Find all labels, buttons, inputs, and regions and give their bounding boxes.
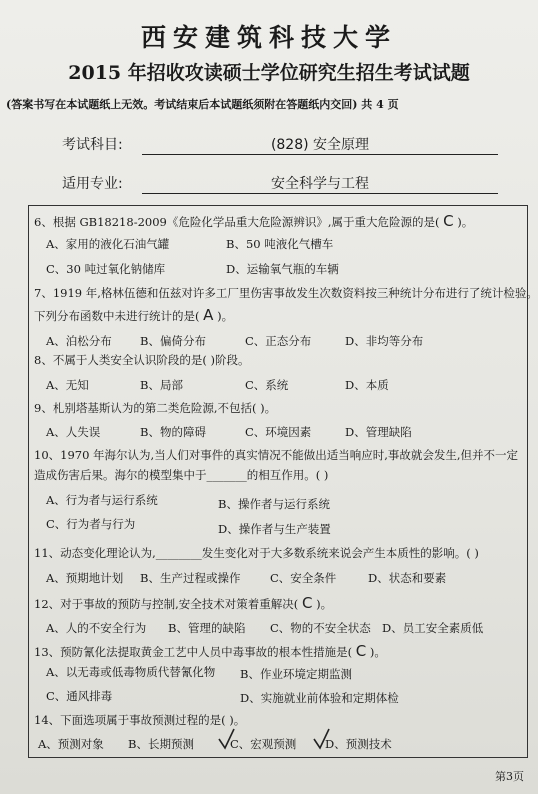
question-13 — [34, 642, 386, 660]
question-12-option-a: A、人的不安全行为 — [46, 621, 147, 635]
question-9-option-b: B、物的障碍 — [140, 425, 206, 439]
question-12-option-d: D、员工安全素质低 — [382, 621, 484, 635]
question-14-option-b: B、长期预测 — [128, 737, 194, 751]
question-7-option-d: D、非均等分布 — [345, 334, 424, 348]
question-13-tail: )。 — [369, 645, 386, 659]
question-7-answer: A — [203, 306, 214, 324]
major-row — [62, 173, 369, 193]
question-8: 8、不属于人类安全认识阶段的是( )阶段。 — [34, 353, 250, 367]
question-14-option-c: C、宏观预测 — [230, 737, 297, 751]
subject-row — [62, 134, 370, 154]
question-12-option-b: B、管理的缺陷 — [168, 621, 246, 635]
question-12 — [34, 594, 332, 612]
question-13-option-a: A、以无毒或低毒物质代替氰化物 — [46, 665, 216, 679]
question-8-option-d: D、本质 — [345, 378, 389, 392]
total-pages: 共 4 页 — [361, 98, 399, 111]
page-number: 第3页 — [495, 770, 524, 783]
question-13-option-c: C、通风排毒 — [46, 689, 113, 703]
question-11-option-b: B、生产过程或操作 — [140, 571, 241, 585]
question-10-line2: 造成伤害后果。海尔的模型集中于_______的相互作用。( ) — [34, 468, 329, 482]
question-13-answer: C — [355, 642, 367, 660]
question-11: 11、动态变化理论认为,________发生变化对于大多数系统来说会产生本质性的影响。( ) — [34, 546, 479, 560]
question-14-option-d: D、预测技术 — [325, 737, 392, 751]
subject-value: (828) 安全原理 — [142, 134, 498, 155]
question-7-line2 — [34, 306, 233, 324]
question-6-option-b: B、50 吨液化气槽车 — [226, 237, 334, 251]
question-7-tail: )。 — [217, 309, 234, 323]
subject-label: 考试科目: — [62, 137, 123, 153]
question-13-option-d: D、实施就业前体验和定期体检 — [240, 691, 399, 705]
major-label: 适用专业: — [62, 176, 123, 192]
question-12-text: 12、对于事故的预防与控制,安全技术对策着重解决( — [34, 597, 299, 611]
exam-notice — [6, 96, 536, 112]
question-6-tail: )。 — [457, 215, 474, 229]
question-12-option-c: C、物的不安全状态 — [270, 621, 371, 635]
question-12-tail: )。 — [316, 597, 333, 611]
question-10-option-b: B、操作者与运行系统 — [218, 497, 330, 511]
question-7-line1: 7、1919 年,格林伍德和伍兹对许多工厂里伤害事故发生次数资料按三种统计分布进行了统计检验。 — [34, 286, 538, 300]
question-8-option-a: A、无知 — [46, 378, 89, 392]
question-12-answer: C — [301, 594, 313, 612]
question-7-option-a: A、泊松分布 — [46, 334, 112, 348]
question-6-answer: C — [443, 212, 454, 230]
question-6-option-a: A、家用的液化石油气罐 — [46, 237, 170, 251]
question-9: 9、札别塔基斯认为的第二类危险源,不包括( )。 — [34, 401, 277, 415]
major-value: 安全科学与工程 — [142, 173, 498, 194]
question-7-option-c: C、正态分布 — [245, 334, 312, 348]
question-6-text: 6、根据 GB18218-2009《危险化学品重大危险源辨识》,属于重大危险源的是( — [34, 215, 440, 229]
question-9-option-a: A、人失误 — [46, 425, 101, 439]
question-7-option-b: B、偏倚分布 — [140, 334, 206, 348]
question-14: 14、下面选项属于事故预测过程的是( )。 — [34, 713, 246, 727]
question-8-option-b: B、局部 — [140, 378, 183, 392]
question-11-option-d: D、状态和要素 — [368, 571, 447, 585]
notice-text: (答案书写在本试题纸上无效。考试结束后本试题纸须附在答题纸内交回) — [6, 98, 358, 111]
question-10-option-d: D、操作者与生产装置 — [218, 522, 331, 536]
question-10-option-a: A、行为者与运行系统 — [46, 493, 158, 507]
check-mark-icon — [216, 727, 238, 753]
question-10-option-c: C、行为者与行为 — [46, 517, 136, 531]
question-9-option-c: C、环境因素 — [245, 425, 312, 439]
question-11-option-a: A、预期地计划 — [46, 571, 124, 585]
exam-title: 2015 年招收攻读硕士学位研究生招生考试试题 — [68, 62, 470, 84]
question-6-option-d: D、运输氧气瓶的车辆 — [226, 262, 339, 276]
question-8-option-c: C、系统 — [245, 378, 289, 392]
check-mark-icon — [311, 727, 333, 753]
question-6 — [34, 212, 473, 230]
university-title: 西安建筑科技大学 — [140, 23, 397, 52]
question-13-option-b: B、作业环境定期监测 — [240, 667, 352, 681]
question-10-line1: 10、1970 年海尔认为,当人们对事件的真实情况不能做出适当响应时,事故就会发生,但并不一定 — [34, 448, 519, 462]
question-7-text: 下列分布函数中未进行统计的是( — [34, 309, 200, 323]
question-9-option-d: D、管理缺陷 — [345, 425, 412, 439]
question-6-option-c: C、30 吨过氧化钠储库 — [46, 262, 166, 276]
question-13-text: 13、预防氰化法提取黄金工艺中人员中毒事故的根本性措施是( — [34, 645, 353, 659]
question-14-option-a: A、预测对象 — [38, 737, 104, 751]
question-11-option-c: C、安全条件 — [270, 571, 337, 585]
